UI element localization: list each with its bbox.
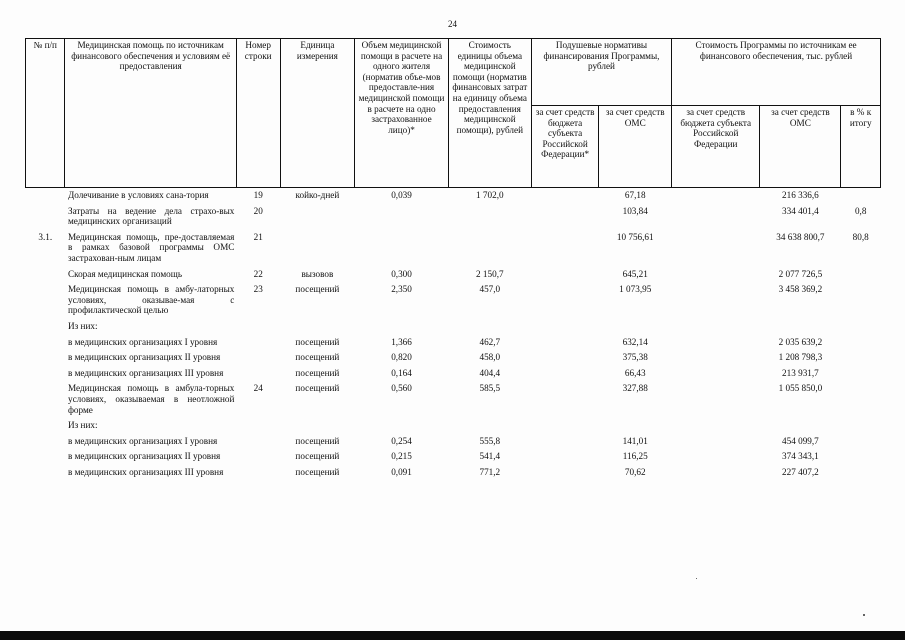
cell-pc-oms bbox=[599, 319, 672, 335]
cell-volume: 2,350 bbox=[391, 284, 412, 295]
cell-prog-oms: 454 099,7 bbox=[782, 435, 819, 446]
cell-num bbox=[26, 204, 65, 230]
cell-pc-oms: 1 073,95 bbox=[619, 284, 652, 295]
cell-volume bbox=[355, 230, 448, 267]
cell-percent bbox=[841, 434, 881, 450]
cell-prog-budget bbox=[672, 418, 760, 434]
cell-name: в медицинских организациях III уровня bbox=[67, 367, 224, 378]
cell-num bbox=[26, 434, 65, 450]
cell-name: Затраты на ведение дела страхо-вых медицинских организаций bbox=[67, 205, 235, 227]
cell-pc-budget bbox=[531, 267, 599, 283]
cell-line bbox=[236, 465, 280, 481]
cell-prog-budget bbox=[672, 204, 760, 230]
cell-name: в медицинских организациях III уровня bbox=[67, 466, 224, 477]
cell-volume: 0,820 bbox=[391, 352, 412, 363]
header-program-cost: Стоимость Программы по источникам ее финансового обеспечения, тыс. рублей bbox=[672, 39, 881, 106]
cell-percent bbox=[841, 282, 881, 319]
cell-prog-oms: 1 055 850,0 bbox=[778, 383, 823, 394]
cell-cost: 404,4 bbox=[479, 367, 501, 378]
cell-percent bbox=[841, 465, 881, 481]
cell-name: в медицинских организациях I уровня bbox=[67, 435, 218, 446]
cell-percent bbox=[841, 335, 881, 351]
header-program-budget: за счет средств бюджета субъекта Российской Федерации bbox=[672, 106, 760, 188]
cell-cost bbox=[448, 230, 531, 267]
cell-prog-budget bbox=[672, 335, 760, 351]
cell-percent bbox=[841, 188, 881, 204]
cell-name: в медицинских организациях I уровня bbox=[67, 336, 218, 347]
cell-num bbox=[26, 366, 65, 382]
header-cost: Стоимость единицы объема медицинской помощи (норматив финансовых затрат на единицу объема предоставления медицинской помощи), рублей bbox=[448, 39, 531, 188]
cell-num bbox=[26, 449, 65, 465]
cell-unit: посещений bbox=[295, 435, 340, 446]
cell-pc-budget bbox=[531, 204, 599, 230]
cell-pc-oms: 375,38 bbox=[622, 352, 648, 363]
cell-line bbox=[236, 449, 280, 465]
cell-line: 21 bbox=[253, 231, 263, 242]
cell-unit: койко-дней bbox=[295, 190, 340, 200]
scan-speck bbox=[696, 578, 697, 579]
cell-prog-budget bbox=[672, 282, 760, 319]
cell-pc-budget bbox=[531, 465, 599, 481]
cell-volume bbox=[355, 319, 448, 335]
cell-pc-oms: 116,25 bbox=[622, 451, 648, 462]
cell-unit: посещений bbox=[295, 451, 340, 462]
cell-cost: 555,8 bbox=[479, 435, 501, 446]
cell-name: Медицинская помощь, пре-доставляемая в рамках базовой программы ОМС застрахован-ным лицам bbox=[67, 231, 235, 263]
cell-pc-oms: 632,14 bbox=[622, 336, 648, 347]
cell-cost: 457,0 bbox=[479, 284, 501, 295]
cell-pc-budget bbox=[531, 366, 599, 382]
cell-num bbox=[26, 418, 65, 434]
cell-volume: 0,215 bbox=[391, 451, 412, 462]
cell-prog-oms: 3 458 369,2 bbox=[778, 284, 823, 295]
cell-name: Долечивание в условиях сана-тория bbox=[67, 190, 209, 200]
table-row bbox=[26, 319, 881, 335]
cell-percent bbox=[841, 319, 881, 335]
table-row bbox=[26, 204, 881, 230]
cell-num bbox=[26, 188, 65, 204]
cell-cost: 585,5 bbox=[479, 383, 501, 394]
cell-percent bbox=[841, 449, 881, 465]
cell-pc-oms: 141,01 bbox=[622, 435, 648, 446]
cell-name: в медицинских организациях II уровня bbox=[67, 352, 221, 363]
header-name: Медицинская помощь по источникам финансового обеспечения и условиям её предоставления bbox=[65, 39, 236, 188]
cell-pc-budget bbox=[531, 335, 599, 351]
cell-prog-budget bbox=[672, 381, 760, 418]
cell-prog-budget bbox=[672, 230, 760, 267]
header-per-capita-oms: за счет средств ОМС bbox=[599, 106, 672, 188]
cell-pc-budget bbox=[531, 350, 599, 366]
cell-pc-oms bbox=[599, 418, 672, 434]
cell-pc-oms: 67,18 bbox=[624, 190, 646, 200]
header-per-capita-budget: за счет средств бюджета субъекта Российской Федерации* bbox=[531, 106, 599, 188]
cell-prog-budget bbox=[672, 188, 760, 204]
cell-unit: посещений bbox=[295, 336, 340, 347]
cell-percent bbox=[841, 418, 881, 434]
cell-prog-budget bbox=[672, 434, 760, 450]
table-row bbox=[26, 449, 881, 465]
cell-pc-oms: 66,43 bbox=[624, 367, 646, 378]
header-volume: Объем медицинской помощи в расчете на одного жителя (норматив объе-мов предоставле-ния медицинской помощи в расчете на одно застрахованное лицо)* bbox=[355, 39, 448, 188]
cell-name: Из них: bbox=[67, 420, 98, 431]
cell-prog-oms: 1 208 798,3 bbox=[778, 352, 823, 363]
cell-cost: 771,2 bbox=[479, 466, 501, 477]
page-number: 24 bbox=[448, 19, 457, 29]
cell-line bbox=[236, 366, 280, 382]
scan-speck bbox=[863, 614, 865, 616]
cell-line: 24 bbox=[253, 383, 263, 394]
cell-volume: 0,300 bbox=[391, 268, 412, 279]
cell-pc-budget bbox=[531, 449, 599, 465]
cell-unit: посещений bbox=[295, 352, 340, 363]
cell-volume: 0,164 bbox=[391, 367, 412, 378]
table-row bbox=[26, 418, 881, 434]
cell-num: 3.1. bbox=[38, 231, 53, 242]
header-per-capita: Подушевые нормативы финансирования Программы, рублей bbox=[531, 39, 671, 106]
cell-num bbox=[26, 381, 65, 418]
table-header bbox=[26, 39, 881, 188]
cell-line bbox=[236, 335, 280, 351]
cell-percent bbox=[841, 381, 881, 418]
cell-volume: 0,091 bbox=[391, 466, 412, 477]
cell-percent bbox=[841, 366, 881, 382]
cell-pc-budget bbox=[531, 282, 599, 319]
cell-name: Скорая медицинская помощь bbox=[67, 268, 183, 279]
cell-line: 23 bbox=[253, 284, 263, 295]
cell-unit: посещений bbox=[295, 367, 340, 378]
header-program-percent: в % к итогу bbox=[841, 106, 881, 188]
program-cost-table bbox=[25, 38, 881, 480]
cell-num bbox=[26, 350, 65, 366]
cell-unit: вызовов bbox=[301, 268, 334, 279]
cell-line bbox=[236, 418, 280, 434]
table-row bbox=[26, 434, 881, 450]
cell-num bbox=[26, 267, 65, 283]
cell-name: Медицинская помощь в амбула-торных условиях, оказываемая в неотложной форме bbox=[67, 383, 235, 415]
cell-prog-budget bbox=[672, 449, 760, 465]
cell-pc-budget bbox=[531, 418, 599, 434]
cell-prog-oms: 34 638 800,7 bbox=[776, 231, 825, 242]
cell-prog-oms bbox=[760, 418, 841, 434]
cell-prog-oms: 334 401,4 bbox=[782, 205, 819, 216]
cell-cost: 2 150,7 bbox=[476, 268, 504, 279]
header-unit: Единица измерения bbox=[280, 39, 355, 188]
cell-line: 20 bbox=[253, 205, 263, 216]
cell-unit bbox=[280, 418, 355, 434]
cell-volume bbox=[355, 418, 448, 434]
cell-line bbox=[236, 350, 280, 366]
cell-unit: посещений bbox=[295, 383, 340, 394]
cell-volume: 1,366 bbox=[391, 336, 412, 347]
table-row bbox=[26, 282, 881, 319]
cell-pc-oms: 103,84 bbox=[622, 205, 648, 216]
cell-name: Медицинская помощь в амбу-латорных условиях, оказывае-мая с профилактической целью bbox=[67, 284, 235, 316]
cell-cost bbox=[448, 319, 531, 335]
cell-prog-budget bbox=[672, 465, 760, 481]
header-line: Номер строки bbox=[236, 39, 280, 188]
cell-prog-budget bbox=[672, 366, 760, 382]
table-body bbox=[26, 188, 881, 481]
cell-cost: 1 702,0 bbox=[476, 190, 504, 200]
table-row bbox=[26, 381, 881, 418]
cell-num bbox=[26, 319, 65, 335]
cell-num bbox=[26, 282, 65, 319]
cell-line: 19 bbox=[253, 190, 263, 200]
header-num: № п/п bbox=[26, 39, 65, 188]
table-row bbox=[26, 465, 881, 481]
cell-line bbox=[236, 434, 280, 450]
cell-cost bbox=[448, 204, 531, 230]
table-row bbox=[26, 335, 881, 351]
cell-unit bbox=[280, 319, 355, 335]
cell-volume: 0,039 bbox=[391, 190, 412, 200]
cell-pc-budget bbox=[531, 188, 599, 204]
cell-num bbox=[26, 465, 65, 481]
cell-unit: посещений bbox=[295, 466, 340, 477]
header-program-oms: за счет средств ОМС bbox=[760, 106, 841, 188]
cell-prog-oms: 216 336,6 bbox=[782, 190, 819, 200]
cell-pc-budget bbox=[531, 434, 599, 450]
cell-prog-budget bbox=[672, 319, 760, 335]
cell-line bbox=[236, 319, 280, 335]
cell-unit bbox=[280, 230, 355, 267]
cell-cost: 458,0 bbox=[479, 352, 501, 363]
cell-prog-oms: 213 931,7 bbox=[782, 367, 819, 378]
table-row bbox=[26, 188, 881, 204]
cell-volume: 0,560 bbox=[391, 383, 412, 394]
cell-cost bbox=[448, 418, 531, 434]
cell-line: 22 bbox=[253, 268, 263, 279]
cell-prog-budget bbox=[672, 350, 760, 366]
cell-volume bbox=[355, 204, 448, 230]
table-row bbox=[26, 366, 881, 382]
cell-pc-oms: 645,21 bbox=[622, 268, 648, 279]
cell-prog-oms: 2 035 639,2 bbox=[778, 336, 823, 347]
cell-cost: 462,7 bbox=[479, 336, 501, 347]
cell-pc-oms: 70,62 bbox=[624, 466, 646, 477]
cell-prog-budget bbox=[672, 267, 760, 283]
cell-percent: 0,8 bbox=[854, 205, 867, 216]
cell-num bbox=[26, 335, 65, 351]
cell-pc-budget bbox=[531, 381, 599, 418]
cell-pc-oms: 327,88 bbox=[622, 383, 648, 394]
cell-prog-oms: 227 407,2 bbox=[782, 466, 819, 477]
cell-volume: 0,254 bbox=[391, 435, 412, 446]
cell-prog-oms bbox=[760, 319, 841, 335]
cell-cost: 541,4 bbox=[479, 451, 501, 462]
cell-name: Из них: bbox=[67, 320, 98, 331]
cell-prog-oms: 374 343,1 bbox=[782, 451, 819, 462]
cell-pc-budget bbox=[531, 319, 599, 335]
cell-prog-oms: 2 077 726,5 bbox=[778, 268, 823, 279]
cell-percent: 80,8 bbox=[852, 231, 869, 242]
scan-edge-bar bbox=[0, 631, 905, 640]
cell-percent bbox=[841, 267, 881, 283]
cell-unit bbox=[280, 204, 355, 230]
cell-pc-budget bbox=[531, 230, 599, 267]
cell-pc-oms: 10 756,61 bbox=[616, 231, 654, 242]
cell-percent bbox=[841, 350, 881, 366]
cell-name: в медицинских организациях II уровня bbox=[67, 451, 221, 462]
table-row bbox=[26, 350, 881, 366]
table-row bbox=[26, 267, 881, 283]
table-row bbox=[26, 230, 881, 267]
cell-unit: посещений bbox=[295, 284, 340, 295]
